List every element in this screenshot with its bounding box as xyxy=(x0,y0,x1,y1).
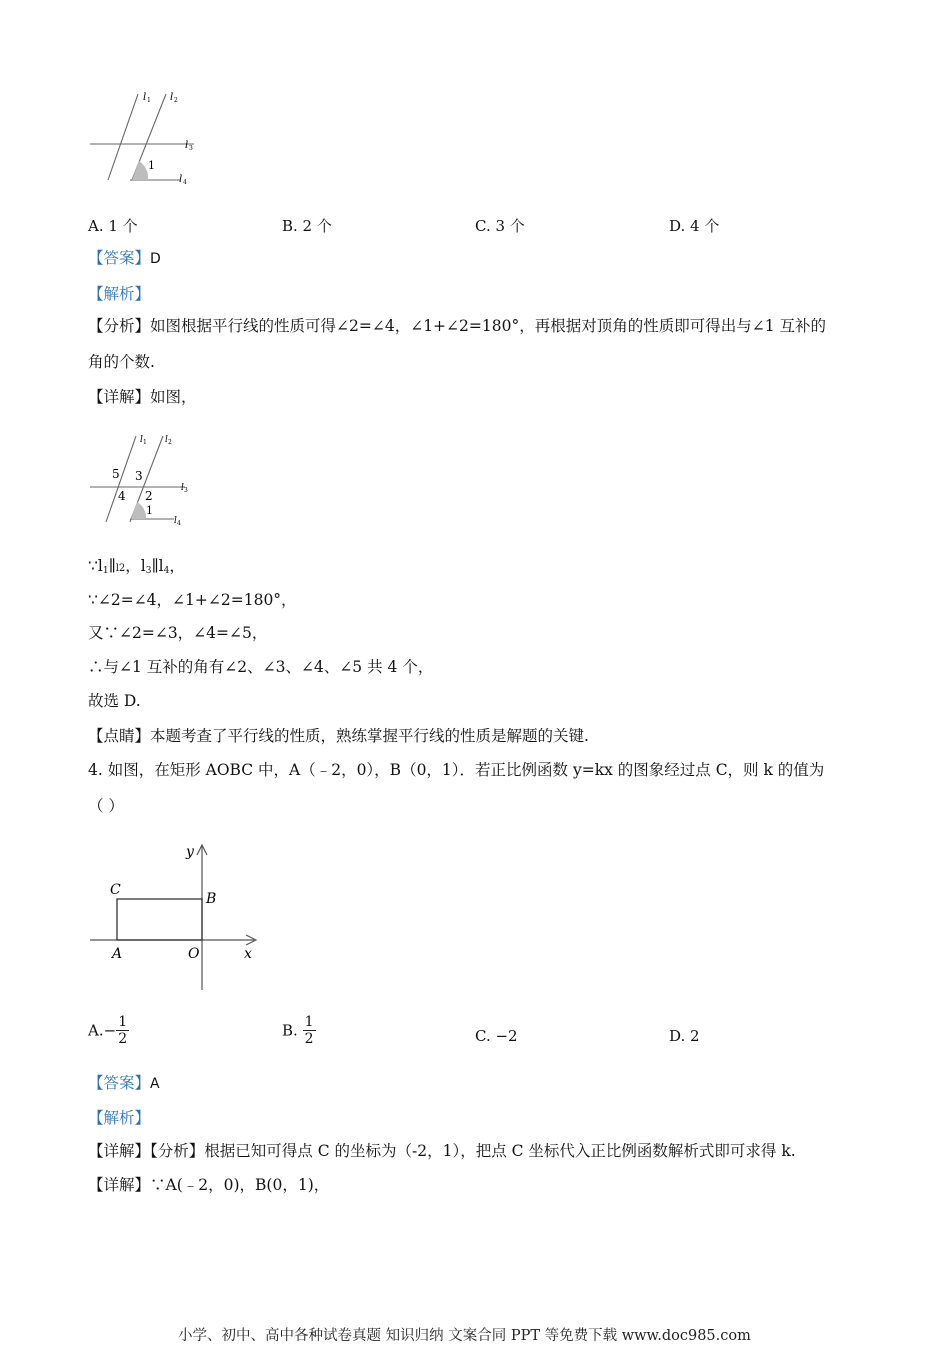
fenxi-line-2: 角的个数. xyxy=(88,353,155,371)
svg-text:l: l xyxy=(181,483,184,493)
label-l4: l xyxy=(179,174,183,185)
svg-text:1: 1 xyxy=(143,439,147,446)
point-o-label: O xyxy=(188,946,200,962)
option-d: D. 4 个 xyxy=(669,217,720,235)
q4-stem-line-1: 4. 如图，在矩形 AOBC 中，A（﹣2，0），B（0，1）．若正比例函数 y=kx 的图象经过点 C，则 k 的值为 xyxy=(88,761,825,779)
svg-text:l: l xyxy=(140,435,143,445)
q4-option-c: C. −2 xyxy=(475,1027,518,1045)
option-a: A. 1 个 xyxy=(88,217,138,235)
svg-text:2: 2 xyxy=(168,439,172,446)
step-5: 故选 D. xyxy=(88,692,141,710)
svg-text:3: 3 xyxy=(189,145,193,152)
q4-option-a: A.− $\frac{1}{2}$ xyxy=(88,1014,128,1047)
step-4: ∴与∠1 互补的角有∠2、∠3、∠4、∠5 共 4 个， xyxy=(88,658,434,676)
answer-value: D xyxy=(150,251,161,267)
analysis-tag: 【解析】 xyxy=(88,285,151,303)
q4-stem-line-2: （ ） xyxy=(88,797,124,815)
svg-text:4: 4 xyxy=(177,520,181,527)
q4-option-d: D. 2 xyxy=(669,1027,700,1045)
svg-text:l: l xyxy=(165,435,168,445)
svg-text:l: l xyxy=(174,516,177,526)
comment-line: 【点睛】本题考查了平行线的性质，熟练掌握平行线的性质是解题的关键. xyxy=(88,727,589,745)
q4-detail-line: 【详解】∵A(﹣2，0)，B(0，1)， xyxy=(88,1176,330,1194)
q4-analysis-tag: 【解析】 xyxy=(88,1109,151,1127)
point-a-label: A xyxy=(112,946,123,962)
q4-fenxi-line: 【详解】【分析】根据已知可得点 C 的坐标为（-2，1），把点 C 坐标代入正比例函数解析式即可求得 k. xyxy=(88,1142,796,1160)
svg-text:2: 2 xyxy=(174,97,178,104)
angle-5-label: 5 xyxy=(112,467,120,481)
rectangle-coordinate-figure xyxy=(88,840,268,992)
parallel-lines-figure-1 xyxy=(88,88,208,188)
footer-text: 小学、初中、高中各种试卷真题 知识归纳 文案合同 PPT 等免费下载 www.doc985.com xyxy=(178,1328,751,1344)
answer-line xyxy=(88,247,161,270)
step-3: 又∵∠2=∠3，∠4=∠5， xyxy=(88,624,268,642)
label-l2: l xyxy=(170,92,174,103)
y-axis-label: y xyxy=(186,844,194,860)
svg-text:3: 3 xyxy=(184,487,188,494)
q4-answer-line: 【答案】A xyxy=(88,1074,160,1092)
angle-1-label: 1 xyxy=(146,504,153,517)
label-l3: l xyxy=(185,140,189,151)
svg-text:1: 1 xyxy=(147,97,151,104)
fenxi-line-1: 【分析】如图根据平行线的性质可得∠2=∠4，∠1+∠2=180°，再根据对顶角的性质即可得出与∠1 互补的 xyxy=(88,317,826,335)
point-c-label: C xyxy=(110,882,121,898)
option-c: C. 3 个 xyxy=(475,217,525,235)
angle-3-label: 3 xyxy=(135,469,143,483)
point-b-label: B xyxy=(206,891,217,907)
angle-4-label: 4 xyxy=(118,489,126,503)
label-l1: l xyxy=(143,92,147,103)
answer-tag: 【答案】 xyxy=(88,249,151,267)
x-axis-label: x xyxy=(244,946,252,962)
step-2: ∵∠2=∠4，∠1+∠2=180°， xyxy=(88,591,297,609)
label-angle-1: 1 xyxy=(148,159,155,172)
step-1: $\because l_1\parallel l2$，$l_3\parallel l_4$， xyxy=(88,557,185,576)
q4-option-b: B. $\frac{1}{2}$ xyxy=(282,1014,314,1047)
svg-text:4: 4 xyxy=(183,179,187,186)
parallel-lines-figure-2 xyxy=(88,432,198,527)
detail-line: 【详解】如图， xyxy=(88,388,197,406)
angle-2-label: 2 xyxy=(145,489,153,503)
option-b: B. 2 个 xyxy=(282,217,332,235)
